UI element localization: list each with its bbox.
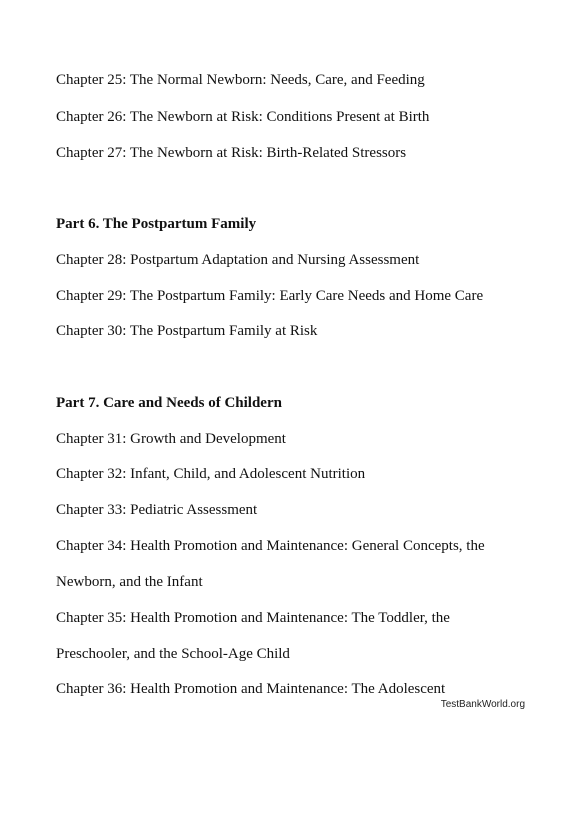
part-6-heading: Part 6. The Postpartum Family bbox=[56, 216, 257, 232]
chapter-27-line: Chapter 27: The Newborn at Risk: Birth-Related Stressors bbox=[56, 145, 407, 161]
part-7-heading: Part 7. Care and Needs of Childern bbox=[56, 395, 282, 411]
chapter-34-line: Chapter 34: Health Promotion and Maintenance: General Concepts, the bbox=[56, 538, 485, 554]
chapter-35-continued-line: Preschooler, and the School-Age Child bbox=[56, 646, 290, 662]
chapter-33-line: Chapter 33: Pediatric Assessment bbox=[56, 502, 258, 518]
chapter-26-line: Chapter 26: The Newborn at Risk: Conditions Present at Birth bbox=[56, 109, 430, 125]
chapter-31-line: Chapter 31: Growth and Development bbox=[56, 431, 286, 447]
chapter-35-line: Chapter 35: Health Promotion and Maintenance: The Toddler, the bbox=[56, 610, 450, 626]
chapter-36-line: Chapter 36: Health Promotion and Maintenance: The Adolescent bbox=[56, 681, 446, 697]
watermark-text: TestBankWorld.org bbox=[440, 699, 525, 710]
chapter-34-continued-line: Newborn, and the Infant bbox=[56, 574, 203, 590]
chapter-25-line: Chapter 25: The Normal Newborn: Needs, Care, and Feeding bbox=[56, 72, 425, 88]
chapter-30-line: Chapter 30: The Postpartum Family at Risk bbox=[56, 323, 318, 339]
chapter-32-line: Chapter 32: Infant, Child, and Adolescent Nutrition bbox=[56, 466, 366, 482]
chapter-29-line: Chapter 29: The Postpartum Family: Early Care Needs and Home Care bbox=[56, 288, 484, 304]
chapter-28-line: Chapter 28: Postpartum Adaptation and Nursing Assessment bbox=[56, 252, 420, 268]
